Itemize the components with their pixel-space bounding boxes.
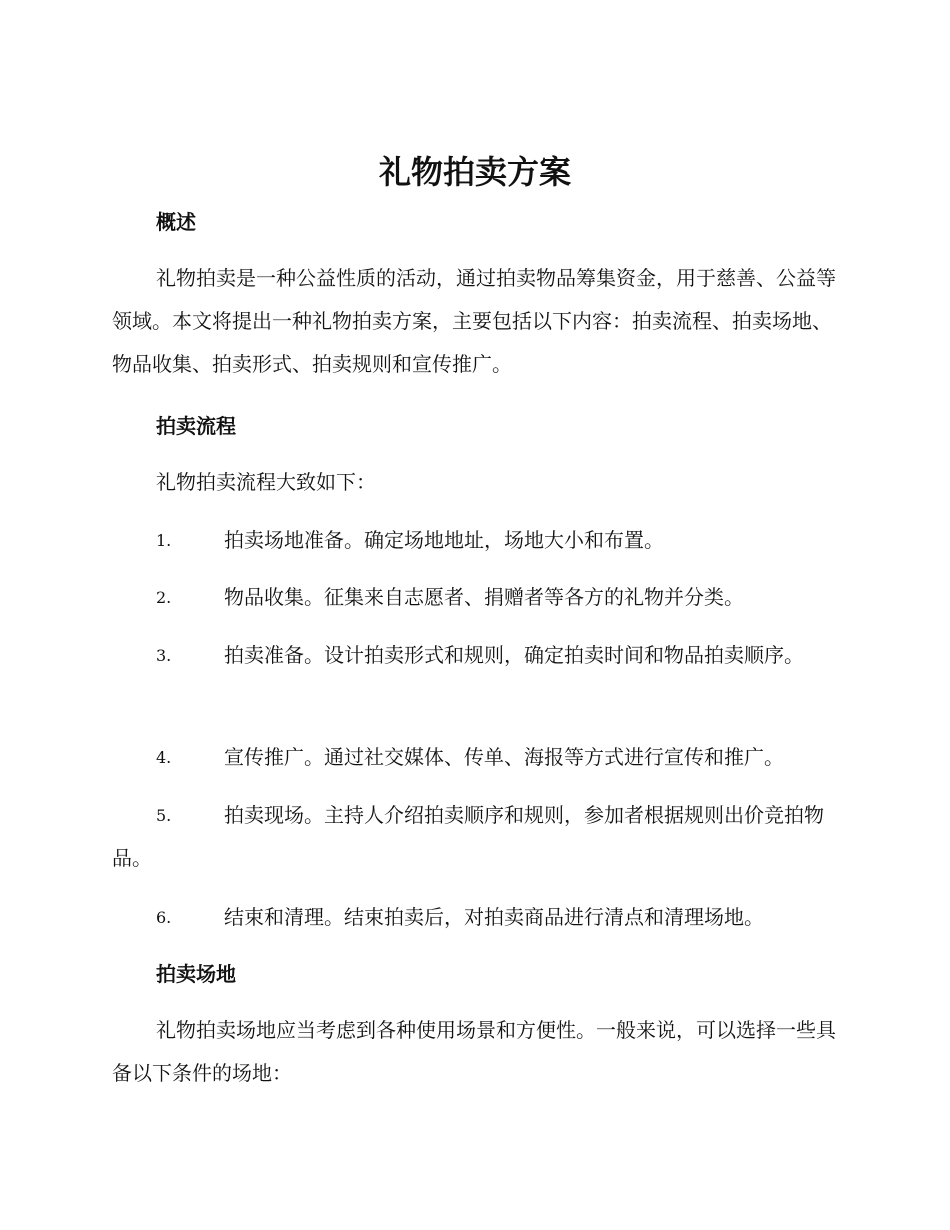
section-heading-venue: 拍卖场地 bbox=[156, 962, 236, 986]
list-item bbox=[112, 576, 840, 619]
list-item-number: 3. bbox=[156, 646, 172, 665]
list-item bbox=[112, 794, 840, 880]
list-item bbox=[112, 634, 840, 677]
process-intro: 礼物拍卖流程大致如下： bbox=[156, 470, 376, 494]
document-title: 礼物拍卖方案 bbox=[378, 153, 571, 191]
list-item bbox=[112, 519, 840, 562]
section-heading-overview: 概述 bbox=[156, 210, 196, 234]
list-item-text: 拍卖现场。主持人介绍拍卖顺序和规则，参加者根据规则出价竞拍物品。 bbox=[112, 803, 824, 870]
overview-paragraph: 礼物拍卖是一种公益性质的活动，通过拍卖物品筹集资金，用于慈善、公益等领域。本文将提出一种礼物拍卖方案，主要包括以下内容：拍卖流程、拍卖场地、物品收集、拍卖形式、拍卖规则和宣传推广。 bbox=[112, 266, 836, 376]
section-heading-process: 拍卖流程 bbox=[156, 414, 236, 438]
list-item-number: 1. bbox=[156, 531, 172, 550]
list-item-text: 物品收集。征集来自志愿者、捐赠者等各方的礼物并分类。 bbox=[224, 585, 744, 609]
list-item-text: 拍卖准备。设计拍卖形式和规则，确定拍卖时间和物品拍卖顺序。 bbox=[224, 643, 804, 667]
list-item-text: 拍卖场地准备。确定场地地址，场地大小和布置。 bbox=[224, 528, 664, 552]
list-item bbox=[112, 736, 840, 779]
list-item-number: 5. bbox=[156, 806, 172, 825]
list-item-text: 结束和清理。结束拍卖后，对拍卖商品进行清点和清理场地。 bbox=[224, 905, 764, 929]
venue-paragraph: 礼物拍卖场地应当考虑到各种使用场景和方便性。一般来说，可以选择一些具备以下条件的场地： bbox=[112, 1018, 836, 1085]
list-item-number: 2. bbox=[156, 588, 172, 607]
list-item-number: 4. bbox=[156, 748, 172, 767]
list-item-number: 6. bbox=[156, 908, 172, 927]
list-item bbox=[112, 896, 840, 939]
list-item-text: 宣传推广。通过社交媒体、传单、海报等方式进行宣传和推广。 bbox=[224, 745, 784, 769]
